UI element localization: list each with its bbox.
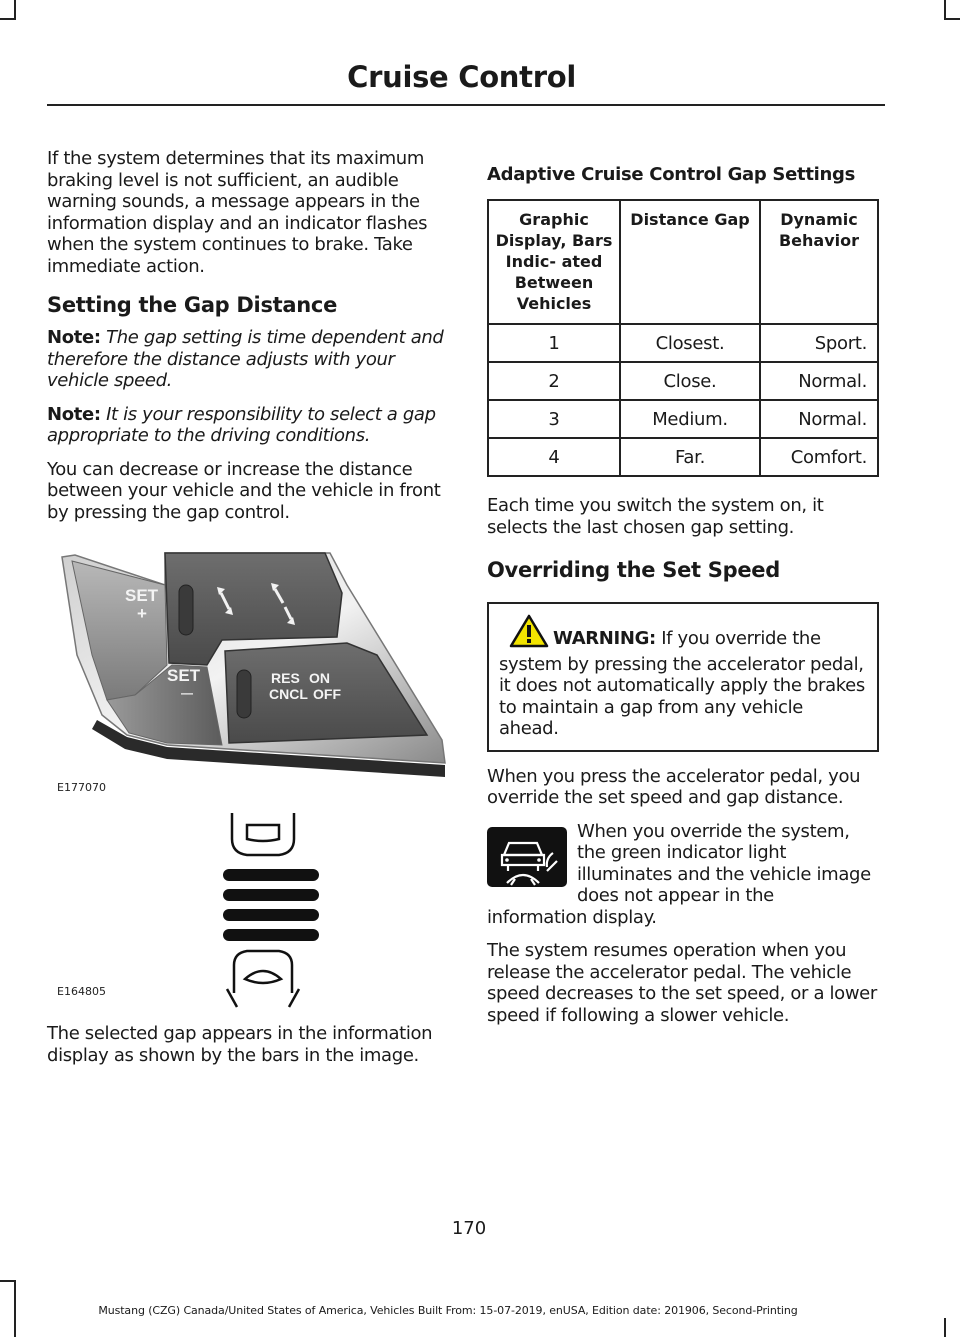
cell-bars: 4 bbox=[488, 438, 620, 476]
note-text: The gap setting is time dependent and therefore the distance adjusts with your vehicle speed. bbox=[47, 327, 444, 391]
res-label: RES bbox=[271, 670, 300, 686]
section-heading-overriding: Overriding the Set Speed bbox=[487, 558, 780, 582]
table-row bbox=[488, 324, 878, 362]
table-row bbox=[488, 362, 878, 400]
note-label: Note: bbox=[47, 327, 101, 348]
gap-control-paragraph: You can decrease or increase the distance between your vehicle and the vehicle in front by pressing the gap control. bbox=[47, 458, 441, 523]
cell-gap: Medium. bbox=[620, 400, 760, 438]
warning-label: WARNING: bbox=[553, 628, 656, 649]
minus-label: — bbox=[181, 686, 193, 700]
figure-code: E164805 bbox=[57, 985, 106, 998]
last-setting-paragraph: Each time you switch the system on, it selects the last chosen gap setting. bbox=[487, 495, 824, 538]
crop-mark bbox=[944, 0, 946, 20]
cell-bars: 2 bbox=[488, 362, 620, 400]
steering-switch-illustration bbox=[47, 545, 449, 785]
cell-bars: 3 bbox=[488, 400, 620, 438]
table-header-row bbox=[488, 200, 878, 324]
adaptive-cruise-indicator-icon bbox=[487, 827, 567, 887]
gap-bars-illustration bbox=[47, 813, 449, 1009]
cell-gap: Far. bbox=[620, 438, 760, 476]
set-minus-label: SET bbox=[167, 666, 201, 685]
note-responsibility bbox=[47, 404, 449, 447]
note-time-dependent bbox=[47, 327, 449, 392]
cell-behavior: Sport. bbox=[760, 324, 878, 362]
header-divider bbox=[47, 104, 885, 106]
cell-gap: Closest. bbox=[620, 324, 760, 362]
warning-text: If you override the system by pressing the accelerator pedal, it does not automatically apply the brakes to maintain a gap from any vehicle ahead. bbox=[499, 628, 865, 739]
table-row bbox=[488, 400, 878, 438]
table-row bbox=[488, 438, 878, 476]
gap-control-switch-figure bbox=[47, 545, 449, 805]
plus-label: + bbox=[137, 604, 147, 623]
crop-mark bbox=[944, 18, 960, 20]
section-heading-gap-distance: Setting the Gap Distance bbox=[47, 293, 338, 317]
note-text: It is your responsibility to select a gap appropriate to the driving conditions. bbox=[47, 403, 436, 446]
warning-box bbox=[487, 602, 879, 752]
cncl-label: CNCL bbox=[269, 686, 308, 702]
override-paragraph: When you press the accelerator pedal, you override the set speed and gap distance. bbox=[487, 765, 861, 808]
gap-settings-table bbox=[487, 199, 879, 477]
on-label: ON bbox=[309, 670, 330, 686]
column-header-dynamic-behavior: Dynamic Behavior bbox=[760, 200, 878, 324]
column-header-distance-gap: Distance Gap bbox=[620, 200, 760, 324]
intro-paragraph: If the system determines that its maximum braking level is not sufficient, an audible warning sounds, a message appears in the information display and an indicator flashes when the system continues to brake. Take immediate action. bbox=[47, 148, 428, 277]
page-footer: Mustang (CZG) Canada/United States of America, Vehicles Built From: 15-07-2019, enUSA, Edition date: 201906, Second-Printing bbox=[98, 1304, 798, 1317]
indicator-paragraph: When you override the system, the green indicator light illuminates and the vehicle image does not appear in the information display. bbox=[487, 820, 871, 928]
crop-mark bbox=[14, 0, 16, 20]
page-title: Cruise Control bbox=[347, 60, 576, 94]
warning-triangle-icon bbox=[509, 614, 549, 654]
crop-mark bbox=[944, 1318, 946, 1337]
cell-behavior: Comfort. bbox=[760, 438, 878, 476]
gap-bars-figure bbox=[47, 813, 449, 1009]
gap-settings-title: Adaptive Cruise Control Gap Settings bbox=[487, 164, 856, 185]
crop-mark bbox=[0, 1280, 16, 1282]
crop-mark bbox=[0, 18, 16, 20]
cell-behavior: Normal. bbox=[760, 400, 878, 438]
column-header-bars: Graphic Display, Bars Indic- ated Between Vehicles bbox=[488, 200, 620, 324]
cell-behavior: Normal. bbox=[760, 362, 878, 400]
cell-bars: 1 bbox=[488, 324, 620, 362]
figure-code: E177070 bbox=[57, 781, 106, 794]
page-number: 170 bbox=[451, 1218, 487, 1239]
resume-paragraph: The system resumes operation when you release the accelerator pedal. The vehicle speed decreases to the set speed, or a lower speed if following a slower vehicle. bbox=[487, 940, 877, 1026]
cell-gap: Close. bbox=[620, 362, 760, 400]
note-label: Note: bbox=[47, 403, 101, 425]
right-column bbox=[487, 164, 879, 1038]
set-plus-label: SET bbox=[125, 586, 159, 605]
indicator-paragraph-block bbox=[487, 821, 879, 929]
left-column bbox=[47, 148, 449, 1078]
off-label: OFF bbox=[313, 686, 341, 702]
gap-caption: The selected gap appears in the information display as shown by the bars in the image. bbox=[47, 1023, 433, 1066]
